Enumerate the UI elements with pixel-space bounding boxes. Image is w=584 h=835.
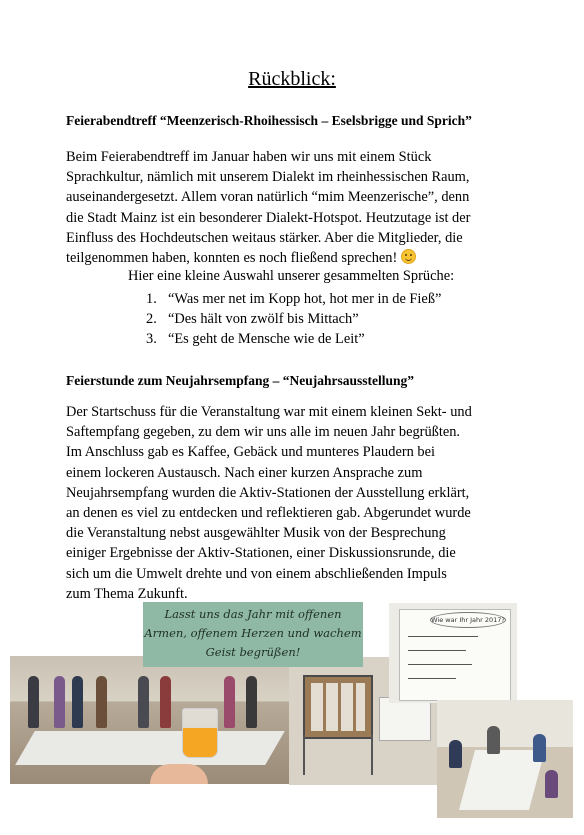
long-table	[15, 731, 285, 765]
person	[449, 740, 462, 768]
quotes-intro: Hier eine kleine Auswahl unserer gesammelten Sprüche:	[128, 268, 455, 284]
juice-glass	[182, 708, 218, 758]
person	[138, 676, 149, 728]
paragraph-line: einem lockeren Austausch. Nach einer kurzen Ansprache zum	[66, 464, 423, 481]
paragraph-line: Neujahrsempfang wurden die Aktiv-Stationen der Ausstellung erklärt,	[66, 484, 470, 501]
paragraph-line: die Veranstaltung nebst ausgewählter Musik von der Besprechung	[66, 525, 446, 542]
paragraph-line: auseinandergesetzt. Allem voran natürlich “mim Meenzerische”, denn	[66, 189, 470, 206]
list-item-number: 2.	[146, 311, 157, 327]
photo-reception-room	[10, 656, 290, 784]
list-item-text: “Des hält von zwölf bis Mittach”	[168, 311, 359, 327]
photo-flipchart	[389, 603, 517, 703]
paragraph-line: sich um die Umwelt drehte und von einem abschließenden Impuls	[66, 565, 447, 582]
person	[487, 726, 500, 754]
photo-discussion-round	[437, 700, 573, 818]
paragraph-line-last	[66, 248, 536, 268]
hand	[150, 764, 208, 784]
paragraph-line: einiger Ergebnisse der Aktiv-Stationen, einer Diskussionsrunde, die	[66, 545, 456, 562]
section-heading-neujahrsempfang: Feierstunde zum Neujahrsempfang – “Neujahrsausstellung”	[66, 373, 415, 388]
paragraph-line: Saftempfang gegeben, zu dem wir uns alle im neuen Jahr begrüßten.	[66, 424, 461, 441]
list-item-text: “Es geht de Mensche wie de Leit”	[168, 331, 365, 347]
banner-line: Geist begrüßen!	[205, 645, 301, 659]
handwriting	[408, 650, 466, 651]
list-item-text: “Was mer net im Kopp hot, hot mer in de Fieß”	[168, 291, 442, 307]
banner-line: Lasst uns das Jahr mit offenen	[164, 607, 342, 621]
banner-line: Armen, offenem Herzen und wachem	[144, 626, 362, 640]
paragraph-line: zum Thema Zukunft.	[66, 585, 188, 602]
person	[160, 676, 171, 728]
person	[72, 676, 83, 728]
paragraph-line: die Stadt Mainz ist ein besonderer Dialekt-Hotspot. Heutzutage ist der	[66, 209, 471, 226]
poster	[379, 697, 431, 741]
flipchart-sheet	[399, 609, 511, 701]
section-heading-feierabendtreff: Feierabendtreff “Meenzerisch-Rhoihessisch – Eselsbrigge und Sprich”	[66, 113, 472, 128]
smiling-face-emoji-icon	[401, 249, 416, 264]
paragraph-line: Der Startschuss für die Veranstaltung war mit einem kleinen Sekt- und	[66, 404, 472, 420]
person	[28, 676, 39, 728]
paragraph-line: Einfluss des Hochdeutschen weitaus stärker. Aber die Mitglieder, die	[66, 229, 463, 246]
list-item	[146, 329, 441, 349]
flipchart-heading: Wie war Ihr Jahr 2017?	[430, 612, 506, 628]
handwriting	[408, 636, 478, 637]
list-item-number: 3.	[146, 331, 157, 347]
section2-paragraph	[66, 402, 536, 604]
motto-banner	[143, 602, 363, 667]
list-item-number: 1.	[146, 291, 157, 307]
person	[246, 676, 257, 728]
paragraph-line: Sprachkultur, nämlich mit unserem Dialekt im rheinhessischen Raum,	[66, 169, 470, 186]
pinboard	[303, 675, 373, 739]
person	[224, 676, 235, 728]
pinboard-stand	[303, 735, 373, 775]
page-title: Rückblick:	[248, 68, 336, 90]
list-item	[146, 309, 441, 329]
handwriting	[408, 664, 472, 665]
list-item	[146, 289, 441, 309]
paragraph-line: Im Anschluss gab es Kaffee, Gebäck und munteres Plaudern bei	[66, 444, 435, 461]
handwriting	[408, 678, 456, 679]
person	[96, 676, 107, 728]
paragraph-line: an denen es viel zu entdecken und reflektieren gab. Abgerundet wurde	[66, 505, 471, 522]
paragraph-line-text: teilgenommen haben, konnten es noch fließend sprechen!	[66, 250, 398, 267]
person	[54, 676, 65, 728]
paragraph-line: Beim Feierabendtreff im Januar haben wir uns mit einem Stück	[66, 149, 432, 165]
quotes-list	[146, 289, 441, 349]
person	[545, 770, 558, 798]
section1-paragraph	[66, 147, 536, 268]
person	[533, 734, 546, 762]
